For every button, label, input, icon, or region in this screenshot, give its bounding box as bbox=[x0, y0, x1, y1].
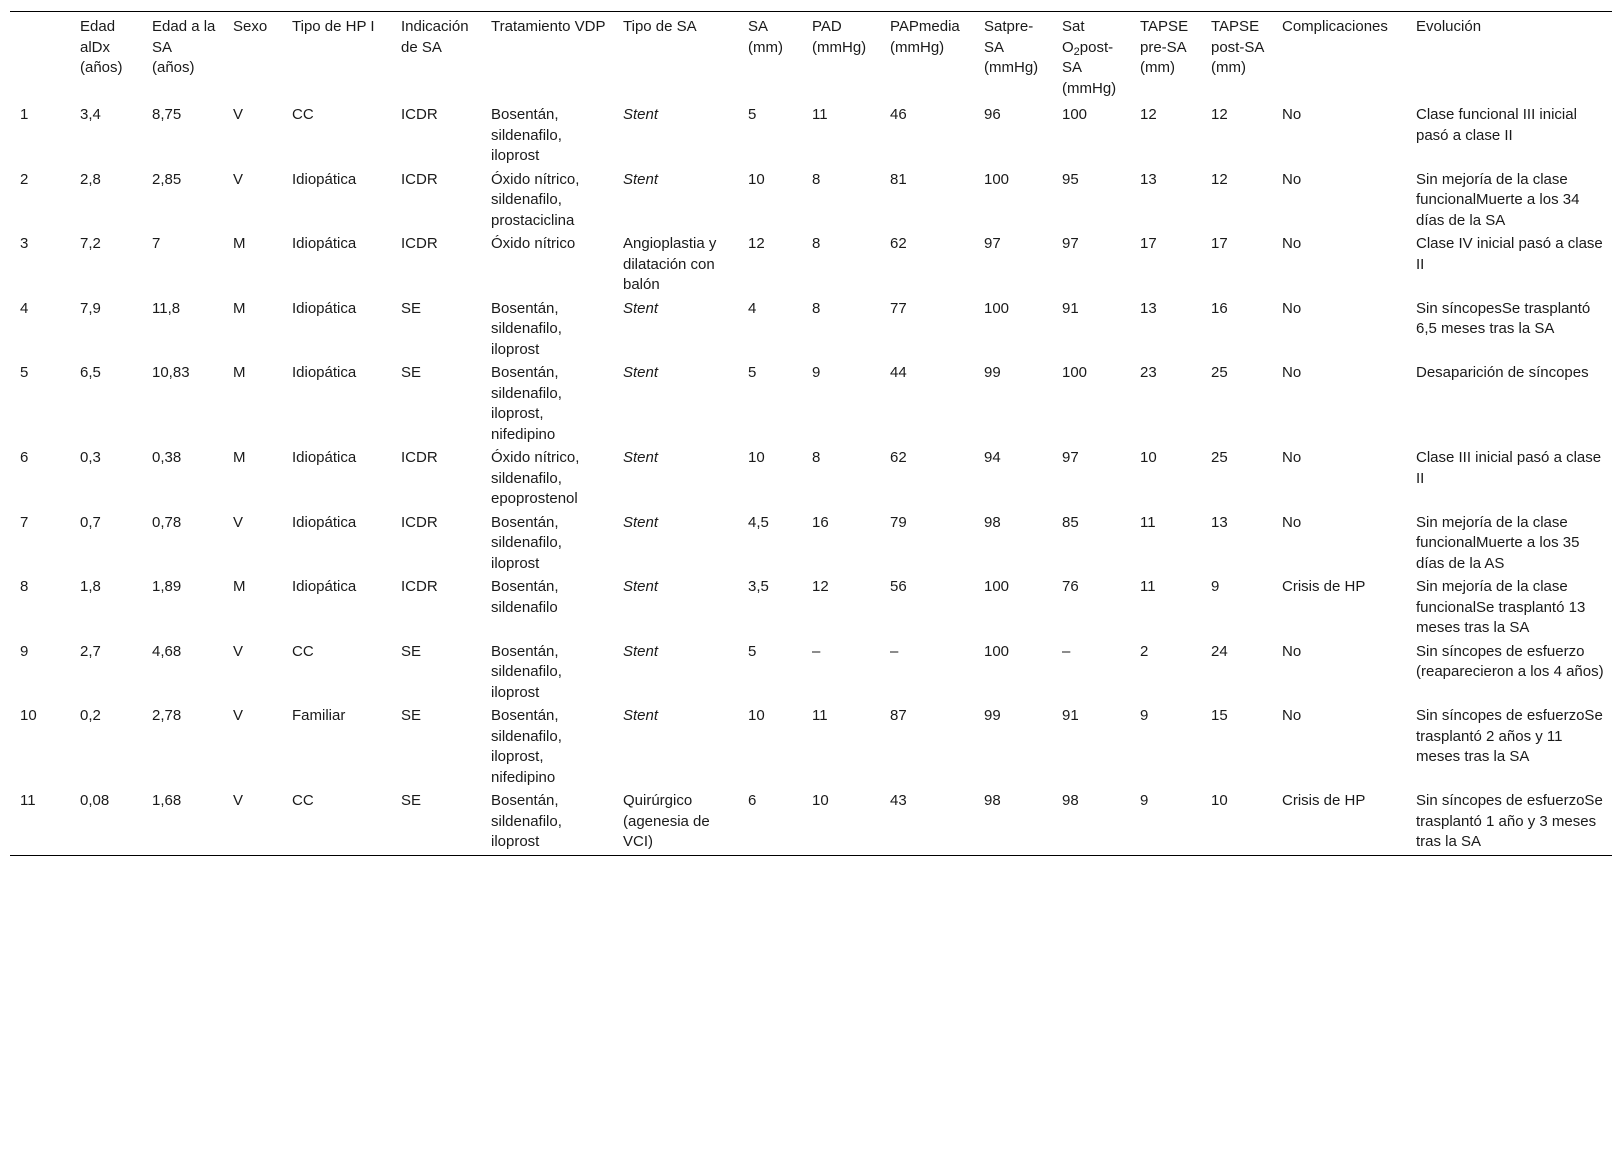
age-at-diagnosis-cell: 0,3 bbox=[80, 449, 101, 466]
pap-mean-cell: 87 bbox=[890, 707, 907, 724]
tapse-post-sa-cell: 9 bbox=[1211, 578, 1220, 595]
age-at-diagnosis-cell: 3,4 bbox=[80, 106, 101, 123]
complications-cell: No bbox=[1282, 106, 1302, 123]
sat-o2-post-sa-cell: 76 bbox=[1062, 578, 1079, 595]
tapse-post-sa-cell: 13 bbox=[1211, 513, 1228, 531]
sa-mm-cell: 5 bbox=[748, 364, 757, 381]
pad-cell: 11 bbox=[812, 707, 828, 724]
complications-cell: Crisis de HP bbox=[1282, 792, 1366, 809]
sa-mm-header: SA (mm) bbox=[748, 18, 783, 56]
tapse-pre-sa-cell: 10 bbox=[1140, 449, 1157, 466]
sa-mm-cell: 4,5 bbox=[748, 513, 769, 531]
complications-cell: No bbox=[1282, 235, 1302, 252]
tapse-pre-sa-cell: 17 bbox=[1140, 235, 1157, 252]
age-at-diagnosis-cell: 0,08 bbox=[80, 792, 110, 809]
age-at-diagnosis-cell: 0,2 bbox=[80, 707, 101, 724]
sa-mm-cell: 10 bbox=[748, 449, 765, 466]
pap-mean-cell: 46 bbox=[890, 106, 907, 123]
table-row bbox=[10, 233, 1612, 298]
vdp-treatment-cell: Bosentán, sildenafilo, iloprost bbox=[491, 792, 562, 850]
pad-cell: 12 bbox=[812, 578, 829, 595]
patients-table bbox=[10, 11, 1612, 856]
row-number-cell: 1 bbox=[20, 106, 29, 123]
sa-indication-cell: SE bbox=[401, 707, 422, 724]
age-at-sa-cell: 8,75 bbox=[152, 106, 182, 123]
sa-type-cell: Stent bbox=[623, 364, 659, 381]
hp-type-cell: Idiopática bbox=[292, 299, 357, 317]
complications-cell: No bbox=[1282, 364, 1302, 381]
evolution-cell: Sin síncopes de esfuerzoSe trasplantó 2 años y 11 meses tras la SA bbox=[1416, 707, 1603, 765]
pap-mean-cell: 81 bbox=[890, 170, 907, 188]
sex-cell: M bbox=[233, 235, 246, 252]
age-at-diagnosis-cell: 1,8 bbox=[80, 578, 101, 595]
sex-cell: V bbox=[233, 642, 244, 660]
sa-type-cell: Stent bbox=[623, 642, 659, 660]
pad-header: PAD (mmHg) bbox=[812, 18, 867, 56]
row-number-cell: 4 bbox=[20, 299, 29, 317]
table-row bbox=[10, 362, 1612, 447]
pap-mean-cell: – bbox=[890, 642, 899, 660]
pad-cell: 11 bbox=[812, 106, 828, 123]
tapse-pre-sa-header: TAPSE pre-SA (mm) bbox=[1140, 18, 1189, 76]
evolution-cell: Clase IV inicial pasó a clase II bbox=[1416, 235, 1603, 273]
sa-type-cell: Stent bbox=[623, 106, 659, 123]
hp-type-cell: Idiopática bbox=[292, 449, 357, 466]
table-row bbox=[10, 576, 1612, 641]
sat-pre-sa-cell: 100 bbox=[984, 170, 1010, 188]
tapse-post-sa-cell: 24 bbox=[1211, 642, 1228, 660]
age-at-sa-header: Edad a la SA (años) bbox=[152, 18, 216, 76]
pad-cell: – bbox=[812, 642, 821, 660]
evolution-cell: Clase III inicial pasó a clase II bbox=[1416, 449, 1602, 487]
vdp-treatment-cell: Bosentán, sildenafilo, iloprost, nifedipino bbox=[491, 707, 562, 786]
table-row bbox=[10, 641, 1612, 706]
sa-type-cell: Stent bbox=[623, 170, 659, 188]
row-number-cell: 10 bbox=[20, 707, 37, 724]
sa-mm-cell: 5 bbox=[748, 642, 757, 660]
age-at-sa-cell: 1,68 bbox=[152, 792, 182, 809]
table-row bbox=[10, 104, 1612, 169]
row-number-cell: 9 bbox=[20, 642, 29, 660]
complications-cell: Crisis de HP bbox=[1282, 578, 1366, 595]
complications-cell: No bbox=[1282, 707, 1302, 724]
sa-indication-cell: ICDR bbox=[401, 106, 438, 123]
sat-o2-post-sa-cell: 97 bbox=[1062, 449, 1079, 466]
pad-cell: 8 bbox=[812, 299, 821, 317]
vdp-treatment-cell: Bosentán, sildenafilo, iloprost bbox=[491, 513, 562, 572]
tapse-pre-sa-cell: 9 bbox=[1140, 792, 1149, 809]
hp-type-cell: CC bbox=[292, 792, 314, 809]
pad-cell: 8 bbox=[812, 449, 821, 466]
tapse-pre-sa-cell: 13 bbox=[1140, 170, 1157, 188]
table-row bbox=[10, 447, 1612, 512]
hp-type-cell: Idiopática bbox=[292, 578, 357, 595]
evolution-cell: Desaparición de síncopes bbox=[1416, 364, 1589, 381]
complications-cell: No bbox=[1282, 170, 1302, 188]
sa-indication-cell: SE bbox=[401, 364, 422, 381]
sa-type-cell: Angioplastia y dilatación con balón bbox=[623, 235, 717, 293]
tapse-post-sa-cell: 10 bbox=[1211, 792, 1228, 809]
pap-mean-cell: 62 bbox=[890, 235, 907, 252]
sex-cell: V bbox=[233, 513, 244, 531]
age-at-diagnosis-cell: 2,7 bbox=[80, 642, 101, 660]
vdp-treatment-cell: Bosentán, sildenafilo, iloprost, nifedipino bbox=[491, 364, 562, 443]
age-at-diagnosis-cell: 2,8 bbox=[80, 170, 101, 188]
sat-pre-sa-cell: 96 bbox=[984, 106, 1001, 123]
age-at-sa-cell: 0,38 bbox=[152, 449, 182, 466]
pad-cell: 10 bbox=[812, 792, 829, 809]
evolution-cell: Sin síncopes de esfuerzoSe trasplantó 1 año y 3 meses tras la SA bbox=[1416, 792, 1603, 850]
tapse-post-sa-cell: 17 bbox=[1211, 235, 1228, 252]
row-number-cell: 2 bbox=[20, 170, 29, 188]
sat-header-prefix: Sat O bbox=[1062, 18, 1085, 56]
pap-mean-cell: 44 bbox=[890, 364, 907, 381]
tapse-pre-sa-cell: 11 bbox=[1140, 578, 1156, 595]
age-at-sa-cell: 0,78 bbox=[152, 513, 182, 531]
vdp-treatment-cell: Bosentán, sildenafilo, iloprost bbox=[491, 299, 562, 358]
evolution-cell: Sin mejoría de la clase funcionalSe trasplantó 13 meses tras la SA bbox=[1416, 578, 1586, 636]
sa-type-cell: Stent bbox=[623, 707, 659, 724]
sat-o2-post-sa-cell: – bbox=[1062, 642, 1071, 660]
sat-header-suffix: post-SA (mmHg) bbox=[1062, 38, 1117, 97]
tapse-pre-sa-cell: 12 bbox=[1140, 106, 1157, 123]
sa-type-cell: Stent bbox=[623, 513, 659, 531]
pad-cell: 8 bbox=[812, 235, 821, 252]
row-number-cell: 11 bbox=[20, 792, 36, 809]
sa-mm-cell: 12 bbox=[748, 235, 765, 252]
vdp-treatment-cell: Bosentán, sildenafilo, iloprost bbox=[491, 642, 562, 701]
hp-type-cell: Idiopática bbox=[292, 513, 357, 531]
complications-header: Complicaciones bbox=[1282, 18, 1388, 35]
tapse-post-sa-cell: 12 bbox=[1211, 170, 1228, 188]
complications-cell: No bbox=[1282, 299, 1302, 317]
vdp-treatment-header: Tratamiento VDP bbox=[491, 18, 606, 35]
hp-type-cell: Idiopática bbox=[292, 235, 357, 252]
sat-pre-sa-header: Satpre-SA (mmHg) bbox=[984, 18, 1039, 76]
tapse-post-sa-cell: 16 bbox=[1211, 299, 1228, 317]
age-at-sa-cell: 7 bbox=[152, 235, 161, 252]
table-header bbox=[10, 12, 1612, 105]
age-at-diagnosis-header: Edad alDx (años) bbox=[80, 18, 123, 76]
complications-cell: No bbox=[1282, 449, 1302, 466]
sa-indication-header: Indicación de SA bbox=[401, 18, 469, 56]
document-frame bbox=[10, 0, 1612, 1153]
sa-mm-cell: 5 bbox=[748, 106, 757, 123]
evolution-cell: Sin síncopesSe trasplantó 6,5 meses tras la SA bbox=[1416, 299, 1591, 337]
tapse-post-sa-cell: 15 bbox=[1211, 707, 1228, 724]
pap-mean-cell: 77 bbox=[890, 299, 907, 317]
age-at-sa-cell: 1,89 bbox=[152, 578, 182, 595]
pap-mean-cell: 79 bbox=[890, 513, 907, 531]
sat-o2-post-sa-cell: 98 bbox=[1062, 792, 1079, 809]
sat-pre-sa-cell: 94 bbox=[984, 449, 1001, 466]
row-number-cell: 8 bbox=[20, 578, 29, 595]
sat-pre-sa-cell: 98 bbox=[984, 513, 1001, 531]
tapse-pre-sa-cell: 23 bbox=[1140, 364, 1157, 381]
sa-type-cell: Quirúrgico (agenesia de VCI) bbox=[623, 792, 710, 850]
table-row bbox=[10, 705, 1612, 790]
sa-indication-cell: SE bbox=[401, 642, 422, 660]
sat-o2-post-sa-cell: 91 bbox=[1062, 707, 1079, 724]
sat-pre-sa-cell: 99 bbox=[984, 707, 1001, 724]
age-at-diagnosis-cell: 7,9 bbox=[80, 299, 101, 317]
complications-cell: No bbox=[1282, 513, 1302, 531]
sa-indication-cell: ICDR bbox=[401, 513, 438, 531]
sa-indication-cell: ICDR bbox=[401, 235, 438, 252]
sat-pre-sa-cell: 100 bbox=[984, 299, 1010, 317]
sat-o2-post-sa-cell: 100 bbox=[1062, 364, 1088, 381]
evolution-cell: Sin síncopes de esfuerzo (reaparecieron a los 4 años) bbox=[1416, 642, 1604, 680]
pap-mean-cell: 56 bbox=[890, 578, 907, 595]
vdp-treatment-cell: Bosentán, sildenafilo, iloprost bbox=[491, 106, 562, 164]
hp-type-cell: Idiopática bbox=[292, 364, 357, 381]
sat-pre-sa-cell: 100 bbox=[984, 578, 1010, 595]
age-at-sa-cell: 2,78 bbox=[152, 707, 182, 724]
tapse-post-sa-header: TAPSE post-SA (mm) bbox=[1211, 18, 1264, 76]
evolution-cell: Sin mejoría de la clase funcionalMuerte a los 34 días de la SA bbox=[1416, 170, 1580, 229]
vdp-treatment-cell: Óxido nítrico bbox=[491, 235, 576, 252]
sat-pre-sa-cell: 99 bbox=[984, 364, 1001, 381]
sa-mm-cell: 10 bbox=[748, 707, 765, 724]
sat-o2-post-sa-cell: 100 bbox=[1062, 106, 1088, 123]
sa-type-cell: Stent bbox=[623, 299, 659, 317]
sat-o2-post-sa-cell: 95 bbox=[1062, 170, 1079, 188]
sex-cell: V bbox=[233, 792, 244, 809]
age-at-sa-cell: 4,68 bbox=[152, 642, 182, 660]
sat-o2-post-sa-header bbox=[1052, 12, 1130, 105]
sa-indication-cell: ICDR bbox=[401, 449, 438, 466]
sex-cell: V bbox=[233, 707, 244, 724]
hp-type-cell: Familiar bbox=[292, 707, 346, 724]
sat-pre-sa-cell: 100 bbox=[984, 642, 1010, 660]
age-at-sa-cell: 2,85 bbox=[152, 170, 182, 188]
vdp-treatment-cell: Óxido nítrico, sildenafilo, epoprostenol bbox=[491, 449, 580, 507]
hp-type-cell: Idiopática bbox=[292, 170, 357, 188]
tapse-post-sa-cell: 25 bbox=[1211, 364, 1228, 381]
sa-indication-cell: SE bbox=[401, 299, 422, 317]
table-body bbox=[10, 104, 1612, 855]
tapse-pre-sa-cell: 2 bbox=[1140, 642, 1149, 660]
evolution-header: Evolución bbox=[1416, 18, 1482, 35]
sex-header: Sexo bbox=[233, 18, 268, 35]
sa-indication-cell: ICDR bbox=[401, 578, 438, 595]
table-row bbox=[10, 298, 1612, 363]
sex-cell: M bbox=[233, 299, 246, 317]
tapse-post-sa-cell: 25 bbox=[1211, 449, 1228, 466]
row-number-cell: 3 bbox=[20, 235, 29, 252]
table-row bbox=[10, 512, 1612, 577]
table-row bbox=[10, 169, 1612, 234]
sa-type-cell: Stent bbox=[623, 578, 659, 595]
sat-o2-post-sa-cell: 85 bbox=[1062, 513, 1079, 531]
hp-type-header: Tipo de HP I bbox=[292, 18, 375, 35]
pap-mean-header: PAPmedia (mmHg) bbox=[890, 18, 960, 56]
age-at-diagnosis-cell: 7,2 bbox=[80, 235, 101, 252]
pad-cell: 9 bbox=[812, 364, 821, 381]
sa-indication-cell: SE bbox=[401, 792, 422, 809]
vdp-treatment-cell: Óxido nítrico, sildenafilo, prostaciclina bbox=[491, 170, 580, 229]
sat-o2-post-sa-cell: 91 bbox=[1062, 299, 1079, 317]
sa-type-header: Tipo de SA bbox=[623, 18, 697, 35]
evolution-cell: Clase funcional III inicial pasó a clase II bbox=[1416, 106, 1577, 144]
sex-cell: V bbox=[233, 170, 244, 188]
hp-type-cell: CC bbox=[292, 642, 314, 660]
complications-cell: No bbox=[1282, 642, 1302, 660]
tapse-pre-sa-cell: 9 bbox=[1140, 707, 1149, 724]
vdp-treatment-cell: Bosentán, sildenafilo bbox=[491, 578, 559, 616]
sa-indication-cell: ICDR bbox=[401, 170, 438, 188]
tapse-pre-sa-cell: 11 bbox=[1140, 513, 1156, 531]
sa-mm-cell: 10 bbox=[748, 170, 765, 188]
row-number-cell: 5 bbox=[20, 364, 29, 381]
pad-cell: 16 bbox=[812, 513, 829, 531]
tapse-post-sa-cell: 12 bbox=[1211, 106, 1228, 123]
pad-cell: 8 bbox=[812, 170, 821, 188]
hp-type-cell: CC bbox=[292, 106, 314, 123]
evolution-cell: Sin mejoría de la clase funcionalMuerte a los 35 días de la AS bbox=[1416, 513, 1580, 572]
row-number-header bbox=[10, 12, 70, 105]
age-at-sa-cell: 10,83 bbox=[152, 364, 190, 381]
pap-mean-cell: 62 bbox=[890, 449, 907, 466]
tapse-pre-sa-cell: 13 bbox=[1140, 299, 1157, 317]
sex-cell: M bbox=[233, 364, 246, 381]
sex-cell: M bbox=[233, 449, 246, 466]
sex-cell: V bbox=[233, 106, 244, 123]
sa-mm-cell: 4 bbox=[748, 299, 757, 317]
sat-pre-sa-cell: 98 bbox=[984, 792, 1001, 809]
age-at-diagnosis-cell: 6,5 bbox=[80, 364, 101, 381]
header-row bbox=[10, 12, 1612, 105]
sex-cell: M bbox=[233, 578, 246, 595]
row-number-cell: 7 bbox=[20, 513, 29, 531]
sa-type-cell: Stent bbox=[623, 449, 659, 466]
row-number-cell: 6 bbox=[20, 449, 29, 466]
sat-header-subscript: 2 bbox=[1073, 45, 1080, 58]
sat-pre-sa-cell: 97 bbox=[984, 235, 1001, 252]
sa-mm-cell: 3,5 bbox=[748, 578, 769, 595]
age-at-sa-cell: 11,8 bbox=[152, 299, 181, 317]
table-row bbox=[10, 790, 1612, 855]
pap-mean-cell: 43 bbox=[890, 792, 907, 809]
sa-mm-cell: 6 bbox=[748, 792, 757, 809]
sat-o2-post-sa-cell: 97 bbox=[1062, 235, 1079, 252]
age-at-diagnosis-cell: 0,7 bbox=[80, 513, 101, 531]
